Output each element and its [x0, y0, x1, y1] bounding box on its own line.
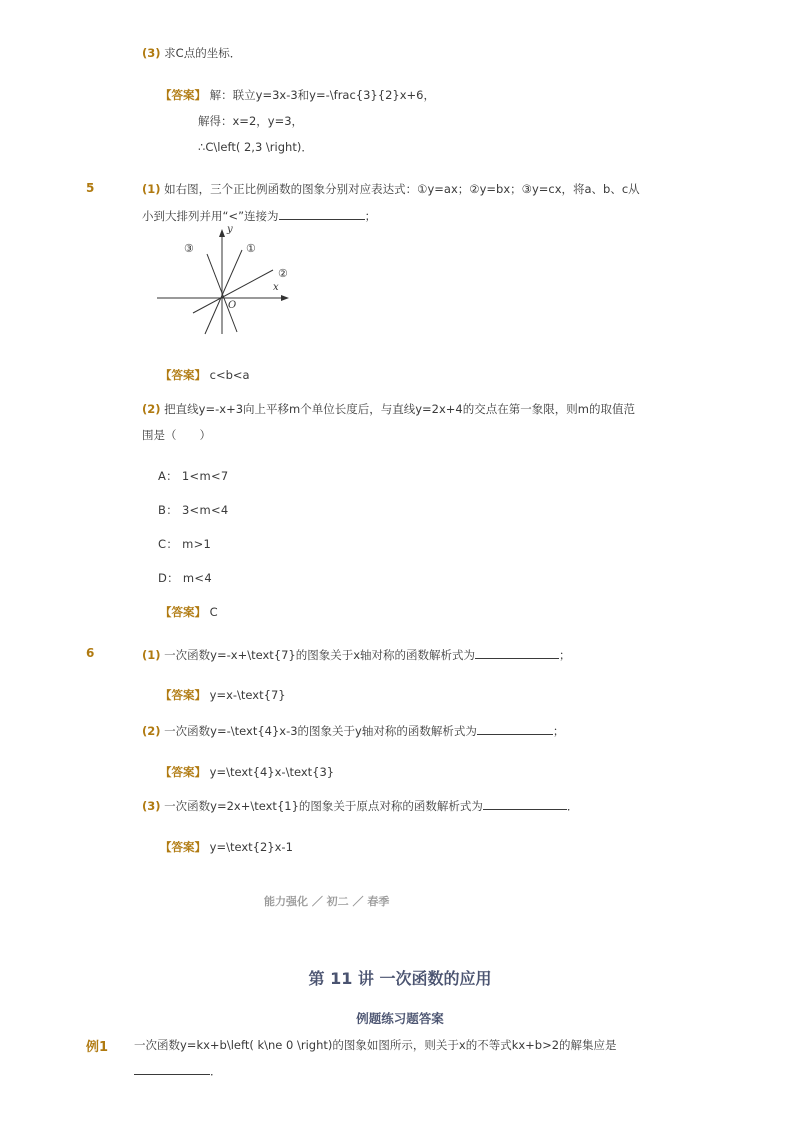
part-label: (1) — [142, 182, 161, 196]
example-text: 一次函数y=kx+b\left( k\ne 0 \right)的图象如图所示，则关于x的不等式kx+b>2的解集应是 — [134, 1038, 617, 1052]
answer-tag: 【答案】 — [160, 840, 206, 854]
x-axis-arrow — [281, 295, 289, 301]
answer-line: 解：联立y=3x-3和y=-\frac{3}{2}x+6， — [209, 88, 435, 102]
option-c[interactable]: C： m>1 — [158, 537, 212, 551]
answer-tag: 【答案】 — [160, 765, 206, 779]
answer-blank[interactable] — [477, 722, 553, 735]
question-text: 一次函数y=-\text{4}x-3的图象关于y轴对称的函数解析式为 — [164, 724, 477, 738]
q4-part3-answer — [160, 87, 435, 103]
question-text: 把直线y=-x+3向上平移m个单位长度后，与直线y=2x+4的交点在第一象限，则m的取值范 — [164, 402, 635, 416]
answer-line: 解得：x=2，y=3， — [198, 114, 304, 128]
q6-part3 — [142, 797, 578, 814]
proportional-functions-graph — [155, 222, 295, 342]
answer-text: y=x-\text{7} — [209, 688, 286, 702]
answer-line: ∴C\left( 2,3 \right)． — [198, 140, 313, 154]
page-footer: 能力强化 ／ 初二 ／ 春季 — [264, 895, 390, 908]
part-label: (2) — [142, 402, 161, 416]
line-1-label: ① — [246, 242, 256, 255]
section-title: 例题练习题答案 — [356, 1011, 444, 1026]
question-text: 围是（ ） — [142, 428, 211, 442]
q6-part2 — [142, 722, 564, 739]
q5-part1 — [142, 181, 640, 197]
option-a[interactable]: A： 1<m<7 — [158, 469, 229, 483]
question-text: 求C点的坐标． — [164, 46, 242, 60]
question-text: 一次函数y=2x+\text{1}的图象关于原点对称的函数解析式为 — [164, 799, 483, 813]
y-axis-label: y — [227, 224, 233, 235]
answer-text: y=\text{2}x-1 — [209, 840, 293, 854]
part-label: (1) — [142, 648, 161, 662]
option-d[interactable]: D： m<4 — [158, 571, 212, 585]
answer-blank[interactable] — [483, 797, 567, 810]
question-number: 6 — [86, 646, 95, 660]
q6-part1-answer — [160, 687, 286, 703]
question-text: 如右图，三个正比例函数的图象分别对应表达式：①y=ax；②y=bx；③y=cx，将a、b、c从 — [164, 182, 640, 196]
lecture-title: 第 11 讲 一次函数的应用 — [308, 969, 492, 988]
x-axis-label: x — [273, 282, 279, 293]
option-b[interactable]: B： 3<m<4 — [158, 503, 229, 517]
part-label: (2) — [142, 724, 161, 738]
question-number: 5 — [86, 181, 95, 195]
example1-line2 — [134, 1062, 222, 1079]
q5-part2-answer — [160, 604, 218, 620]
q4-part3 — [142, 45, 241, 61]
punctuation: ． — [210, 1064, 222, 1078]
part-label: (3) — [142, 46, 161, 60]
answer-tag: 【答案】 — [160, 368, 206, 382]
answer-blank[interactable] — [134, 1062, 210, 1075]
punctuation: ． — [566, 799, 579, 813]
punctuation: ； — [552, 724, 565, 738]
question-text: 一次函数y=-x+\text{7}的图象关于x轴对称的函数解析式为 — [164, 648, 476, 662]
punctuation: ； — [364, 209, 377, 223]
q6-part2-answer — [160, 764, 334, 780]
question-text: 小到大排列并用“<”连接为 — [142, 209, 279, 223]
punctuation: ； — [559, 648, 571, 662]
answer-tag: 【答案】 — [160, 88, 206, 102]
answer-blank[interactable] — [475, 646, 559, 659]
origin-label: O — [228, 300, 237, 311]
answer-tag: 【答案】 — [160, 688, 206, 702]
answer-text: C — [209, 605, 218, 619]
q5-part1-answer — [160, 367, 250, 383]
answer-tag: 【答案】 — [160, 605, 206, 619]
q6-part3-answer — [160, 839, 293, 855]
answer-blank[interactable] — [279, 207, 365, 220]
part-label: (3) — [142, 799, 161, 813]
answer-text: c<b<a — [209, 368, 250, 382]
line-2-label: ② — [278, 267, 288, 280]
example-label: 例1 — [86, 1040, 109, 1055]
q5-part2 — [142, 401, 635, 417]
q6-part1 — [142, 646, 571, 663]
answer-text: y=\text{4}x-\text{3} — [209, 765, 335, 779]
line-3-label: ③ — [184, 242, 194, 255]
y-axis-arrow — [219, 229, 225, 237]
